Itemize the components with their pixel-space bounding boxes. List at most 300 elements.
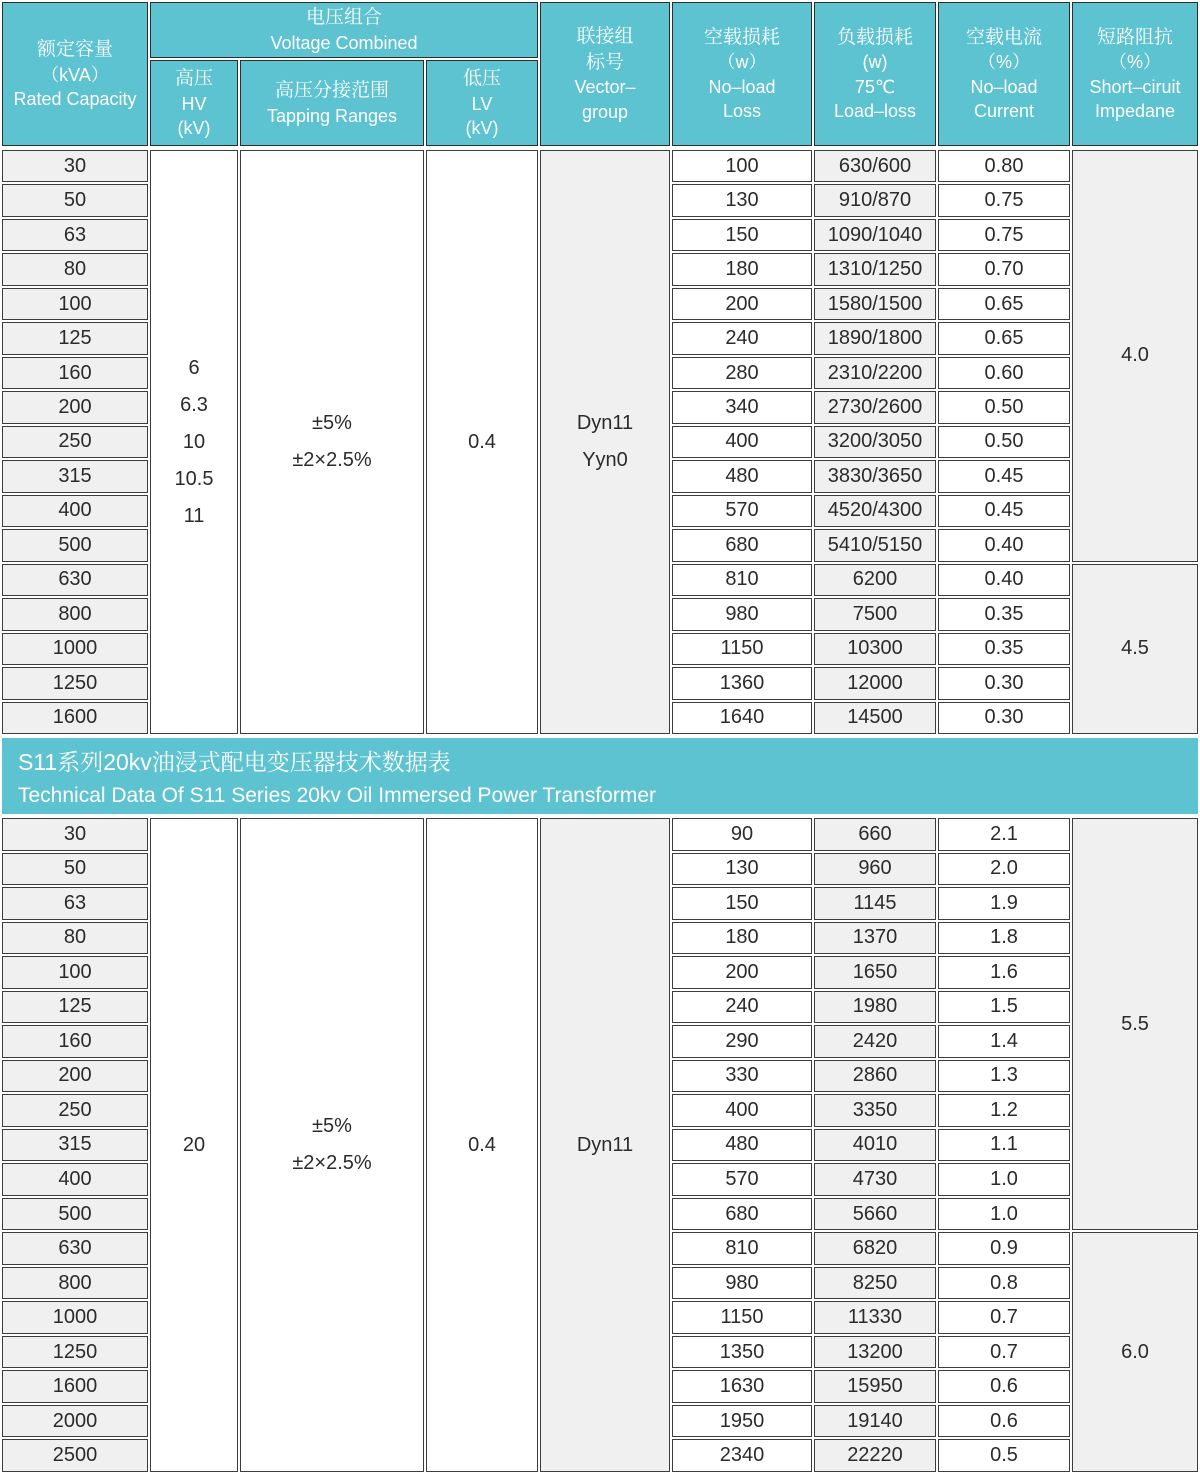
cell-line: 2310/2200: [827, 361, 923, 384]
header-line: Rated Capacity: [13, 88, 137, 109]
cell-noload-current: [938, 1060, 1070, 1093]
cell-rated-capacity: [2, 853, 148, 886]
cell-load-loss: [814, 598, 936, 630]
cell-line: ±2×2.5%: [292, 1152, 372, 1174]
cell-rated-capacity: [2, 667, 148, 699]
cell-lv-voltage: [426, 150, 538, 734]
cell-noload-current: [938, 564, 1070, 596]
cell-line: 0.80: [984, 154, 1024, 177]
cell-load-loss: [814, 1370, 936, 1403]
cell-line: 50: [63, 857, 87, 880]
cell-line: 1.5: [990, 995, 1018, 1018]
cell-line: 10300: [847, 637, 903, 660]
cell-line: 7500: [852, 602, 898, 625]
cell-noload-current: [938, 1370, 1070, 1403]
header-line: Loss: [722, 100, 762, 121]
cell-line: ±5%: [312, 412, 352, 434]
cell-noload-current: [938, 322, 1070, 354]
cell-rated-capacity: [2, 357, 148, 389]
cell-line: 11: [183, 504, 205, 527]
cell-load-loss: [814, 1267, 936, 1300]
cell-line: 0.7: [990, 1340, 1018, 1363]
cell-load-loss: [814, 288, 936, 320]
cell-load-loss: [814, 1336, 936, 1369]
cell-load-loss: [814, 1439, 936, 1472]
cell-line: 1310/1250: [827, 258, 923, 281]
cell-load-loss: [814, 991, 936, 1024]
cell-line: 0.30: [984, 706, 1024, 729]
col-header-noload-current: [938, 2, 1070, 146]
cell-line: 10.5: [174, 467, 214, 490]
cell-line: 1000: [52, 637, 98, 660]
cell-line: 980: [725, 1271, 759, 1294]
cell-load-loss: [814, 853, 936, 886]
cell-noload-loss: [672, 184, 812, 216]
cell-line: ±5%: [312, 1115, 352, 1137]
cell-line: 630: [58, 1237, 92, 1260]
cell-noload-loss: [672, 702, 812, 734]
cell-line: 200: [58, 1064, 92, 1087]
cell-noload-current: [938, 426, 1070, 458]
cell-rated-capacity: [2, 426, 148, 458]
cell-noload-current: [938, 184, 1070, 216]
cell-line: 12000: [847, 671, 903, 694]
cell-line: 100: [58, 292, 92, 315]
cell-line: 3350: [852, 1098, 898, 1121]
cell-noload-loss: [672, 288, 812, 320]
cell-rated-capacity: [2, 1370, 148, 1403]
cell-noload-loss: [672, 322, 812, 354]
cell-noload-loss: [672, 357, 812, 389]
cell-line: 680: [725, 1202, 759, 1225]
cell-line: 960: [858, 857, 892, 880]
header-line: 标号: [585, 51, 624, 73]
header-line: Load–loss: [833, 100, 917, 121]
header-line: HV: [181, 93, 207, 114]
cell-line: 14500: [847, 706, 903, 729]
cell-line: 910/870: [838, 189, 912, 212]
cell-line: 480: [725, 464, 759, 487]
header-line: Current: [973, 100, 1035, 121]
cell-line: 200: [58, 396, 92, 419]
col-header-voltage-combined: [150, 2, 538, 58]
cell-line: 80: [63, 258, 87, 281]
cell-noload-loss: [672, 529, 812, 561]
cell-noload-current: [938, 667, 1070, 699]
cell-noload-loss: [672, 818, 812, 851]
cell-line: 250: [58, 1098, 92, 1121]
cell-rated-capacity: [2, 391, 148, 423]
cell-hv-voltages: [150, 150, 238, 734]
cell-rated-capacity: [2, 956, 148, 989]
header-line: 短路阻抗: [1096, 26, 1173, 48]
cell-rated-capacity: [2, 150, 148, 182]
cell-line: 1250: [52, 671, 98, 694]
cell-line: 1950: [719, 1409, 765, 1432]
cell-load-loss: [814, 564, 936, 596]
cell-noload-loss: [672, 253, 812, 285]
header-line: 75℃: [854, 76, 896, 97]
cell-line: 125: [58, 995, 92, 1018]
header-line: 额定容量: [36, 38, 113, 60]
cell-line: 340: [725, 396, 759, 419]
cell-line: 630: [58, 568, 92, 591]
cell-line: 0.8: [990, 1271, 1018, 1294]
cell-noload-current: [938, 1232, 1070, 1265]
cell-noload-current: [938, 1163, 1070, 1196]
cell-load-loss: [814, 633, 936, 665]
header-line: Tapping Ranges: [266, 105, 398, 126]
cell-noload-loss: [672, 460, 812, 492]
cell-noload-current: [938, 1405, 1070, 1438]
cell-noload-current: [938, 1267, 1070, 1300]
cell-rated-capacity: [2, 322, 148, 354]
cell-noload-loss: [672, 1301, 812, 1334]
cell-line: 8250: [852, 1271, 898, 1294]
cell-rated-capacity: [2, 253, 148, 285]
cell-line: 80: [63, 926, 87, 949]
cell-noload-current: [938, 253, 1070, 285]
cell-rated-capacity: [2, 818, 148, 851]
cell-load-loss: [814, 357, 936, 389]
cell-line: 2860: [852, 1064, 898, 1087]
cell-line: 0.40: [984, 568, 1024, 591]
cell-noload-loss: [672, 1129, 812, 1162]
cell-noload-current: [938, 991, 1070, 1024]
cell-line: 200: [725, 960, 759, 983]
cell-line: 1090/1040: [827, 223, 923, 246]
cell-line: 0.65: [984, 327, 1024, 350]
cell-line: 63: [63, 891, 87, 914]
cell-noload-current: [938, 702, 1070, 734]
cell-rated-capacity: [2, 1439, 148, 1472]
cell-rated-capacity: [2, 564, 148, 596]
cell-line: 400: [725, 430, 759, 453]
cell-load-loss: [814, 1025, 936, 1058]
cell-vector-group: [540, 150, 670, 734]
cell-line: 1000: [52, 1306, 98, 1329]
cell-line: 2500: [52, 1444, 98, 1467]
cell-noload-current: [938, 1336, 1070, 1369]
cell-line: 0.6: [990, 1375, 1018, 1398]
col-header-noload-loss: [672, 2, 812, 146]
cell-line: 90: [730, 822, 754, 845]
cell-load-loss: [814, 1163, 936, 1196]
header-line: No–load: [970, 76, 1038, 97]
header-line: （%）: [977, 52, 1030, 73]
cell-noload-current: [938, 391, 1070, 423]
cell-noload-current: [938, 922, 1070, 955]
header-line: Short–ciruit: [1089, 76, 1181, 97]
cell-line: ±2×2.5%: [292, 449, 372, 471]
cell-rated-capacity: [2, 460, 148, 492]
cell-noload-current: [938, 495, 1070, 527]
cell-noload-current: [938, 598, 1070, 630]
cell-line: 180: [725, 258, 759, 281]
cell-noload-loss: [672, 1025, 812, 1058]
cell-line: Dyn11: [576, 1133, 634, 1156]
cell-line: 1.3: [990, 1064, 1018, 1087]
cell-line: 0.6: [990, 1409, 1018, 1432]
header-line: 低压: [462, 67, 501, 89]
cell-load-loss: [814, 1129, 936, 1162]
cell-rated-capacity: [2, 1336, 148, 1369]
cell-line: 4.5: [1121, 637, 1149, 660]
cell-rated-capacity: [2, 529, 148, 561]
cell-line: 680: [725, 533, 759, 556]
cell-line: 290: [725, 1029, 759, 1052]
cell-line: 630/600: [838, 154, 912, 177]
cell-short-circuit-impedance: [1072, 150, 1198, 562]
cell-noload-loss: [672, 1198, 812, 1231]
cell-noload-loss: [672, 1094, 812, 1127]
cell-line: 1.0: [990, 1202, 1018, 1225]
cell-load-loss: [814, 495, 936, 527]
cell-line: 0.9: [990, 1237, 1018, 1260]
header-line: 联接组: [576, 26, 634, 48]
cell-lv-voltage: [426, 818, 538, 1472]
cell-rated-capacity: [2, 1232, 148, 1265]
header-line: Vector–: [574, 77, 636, 98]
cell-line: 810: [725, 568, 759, 591]
banner-title-zh: S11系列20kv油浸式配电变压器技术数据表: [18, 749, 451, 775]
cell-line: 160: [58, 361, 92, 384]
cell-line: 1145: [853, 891, 897, 914]
header-line: （kVA）: [41, 64, 109, 85]
cell-rated-capacity: [2, 288, 148, 320]
section-banner-s11-20kv: [2, 738, 1198, 814]
cell-load-loss: [814, 956, 936, 989]
header-line: 高压: [174, 67, 213, 89]
cell-line: 10: [182, 430, 206, 453]
cell-noload-current: [938, 288, 1070, 320]
cell-rated-capacity: [2, 702, 148, 734]
cell-noload-loss: [672, 1267, 812, 1300]
cell-line: 22220: [847, 1444, 903, 1467]
cell-line: 2730/2600: [827, 396, 923, 419]
cell-line: 1350: [719, 1340, 765, 1363]
cell-line: 4.0: [1121, 344, 1149, 367]
cell-line: 19140: [847, 1409, 903, 1432]
header-line: No–load: [708, 76, 776, 97]
cell-line: 1600: [52, 1375, 98, 1398]
cell-line: 2420: [852, 1029, 898, 1052]
cell-rated-capacity: [2, 1405, 148, 1438]
col-header-short-circuit-impedance: [1072, 2, 1198, 146]
table-section-upper: [2, 150, 1198, 734]
cell-short-circuit-impedance: [1072, 818, 1198, 1230]
cell-line: 200: [725, 292, 759, 315]
cell-noload-loss: [672, 887, 812, 920]
cell-noload-loss: [672, 1370, 812, 1403]
cell-line: 150: [725, 223, 759, 246]
cell-line: 0.35: [984, 637, 1024, 660]
cell-vector-group: [540, 818, 670, 1472]
cell-line: 1150: [720, 637, 764, 660]
cell-rated-capacity: [2, 1267, 148, 1300]
cell-load-loss: [814, 1198, 936, 1231]
cell-load-loss: [814, 702, 936, 734]
cell-line: 480: [725, 1133, 759, 1156]
cell-line: 250: [58, 430, 92, 453]
cell-noload-current: [938, 1025, 1070, 1058]
cell-line: 0.35: [984, 602, 1024, 625]
cell-line: 660: [858, 822, 892, 845]
cell-line: 180: [725, 926, 759, 949]
cell-tapping-range: [240, 818, 424, 1472]
cell-line: 0.30: [984, 671, 1024, 694]
cell-line: 2340: [719, 1444, 765, 1467]
header-line: Voltage Combined: [270, 32, 418, 53]
cell-line: 1.1: [990, 1133, 1018, 1156]
cell-line: 1650: [852, 960, 898, 983]
cell-noload-loss: [672, 219, 812, 251]
cell-hv-voltages: [150, 818, 238, 1472]
cell-line: 3200/3050: [827, 430, 923, 453]
cell-noload-loss: [672, 1336, 812, 1369]
cell-line: 13200: [847, 1340, 903, 1363]
cell-noload-current: [938, 219, 1070, 251]
col-header-vector-group: [540, 2, 670, 146]
cell-line: 4010: [852, 1133, 898, 1156]
cell-rated-capacity: [2, 991, 148, 1024]
cell-noload-current: [938, 357, 1070, 389]
cell-line: 1640: [719, 706, 765, 729]
cell-load-loss: [814, 322, 936, 354]
cell-noload-current: [938, 460, 1070, 492]
header-line: 空载损耗: [703, 26, 780, 48]
cell-line: 2.0: [990, 857, 1018, 880]
cell-noload-current: [938, 853, 1070, 886]
cell-noload-loss: [672, 956, 812, 989]
cell-noload-current: [938, 633, 1070, 665]
cell-line: 1250: [52, 1340, 98, 1363]
cell-noload-loss: [672, 991, 812, 1024]
cell-line: 11330: [847, 1306, 903, 1329]
cell-noload-loss: [672, 564, 812, 596]
header-line: Impedane: [1094, 100, 1176, 121]
cell-noload-loss: [672, 853, 812, 886]
cell-noload-current: [938, 150, 1070, 182]
cell-line: 240: [725, 995, 759, 1018]
cell-load-loss: [814, 887, 936, 920]
cell-noload-current: [938, 1094, 1070, 1127]
cell-line: 150: [725, 891, 759, 914]
cell-line: 1.8: [990, 926, 1018, 949]
cell-line: 0.65: [984, 292, 1024, 315]
cell-noload-current: [938, 818, 1070, 851]
cell-line: 800: [58, 602, 92, 625]
cell-line: 5660: [852, 1202, 898, 1225]
cell-line: 570: [725, 499, 759, 522]
cell-load-loss: [814, 150, 936, 182]
cell-line: 980: [725, 602, 759, 625]
cell-line: 15950: [847, 1375, 903, 1398]
cell-line: 1.0: [990, 1168, 1018, 1191]
cell-line: 330: [725, 1064, 759, 1087]
header-line: （w）: [717, 52, 767, 73]
cell-line: 0.60: [984, 361, 1024, 384]
cell-rated-capacity: [2, 495, 148, 527]
cell-load-loss: [814, 253, 936, 285]
cell-line: 130: [725, 857, 759, 880]
cell-line: 400: [58, 499, 92, 522]
cell-line: 125: [58, 327, 92, 350]
cell-line: 4730: [852, 1168, 898, 1191]
cell-noload-loss: [672, 598, 812, 630]
cell-load-loss: [814, 1060, 936, 1093]
cell-line: 400: [725, 1098, 759, 1121]
cell-line: 30: [63, 822, 87, 845]
cell-line: 1150: [720, 1306, 764, 1329]
cell-line: 0.40: [984, 533, 1024, 556]
cell-line: 20: [182, 1133, 206, 1156]
cell-noload-loss: [672, 1060, 812, 1093]
cell-line: 50: [63, 189, 87, 212]
cell-line: 1.6: [990, 960, 1018, 983]
cell-load-loss: [814, 818, 936, 851]
cell-line: 100: [58, 960, 92, 983]
cell-rated-capacity: [2, 887, 148, 920]
col-header-tapping-ranges: [240, 60, 424, 146]
cell-noload-loss: [672, 633, 812, 665]
cell-load-loss: [814, 529, 936, 561]
cell-line: 0.4: [468, 1133, 496, 1156]
cell-line: 6.0: [1121, 1340, 1149, 1363]
cell-noload-current: [938, 529, 1070, 561]
cell-line: 1.9: [990, 891, 1018, 914]
cell-noload-loss: [672, 150, 812, 182]
cell-line: 6200: [852, 568, 898, 591]
cell-line: 160: [58, 1029, 92, 1052]
cell-rated-capacity: [2, 922, 148, 955]
cell-line: 0.45: [984, 464, 1024, 487]
cell-rated-capacity: [2, 598, 148, 630]
cell-line: 1580/1500: [827, 292, 923, 315]
cell-noload-loss: [672, 1439, 812, 1472]
cell-rated-capacity: [2, 633, 148, 665]
cell-rated-capacity: [2, 1025, 148, 1058]
cell-load-loss: [814, 1405, 936, 1438]
cell-noload-current: [938, 1198, 1070, 1231]
cell-noload-current: [938, 1439, 1070, 1472]
header-line: （%）: [1108, 52, 1161, 73]
cell-line: 0.45: [984, 499, 1024, 522]
cell-line: 1980: [852, 995, 898, 1018]
cell-line: 315: [58, 1133, 92, 1156]
cell-line: 1360: [719, 671, 765, 694]
cell-line: 3830/3650: [827, 464, 923, 487]
col-header-hv: [150, 60, 238, 146]
cell-line: 400: [58, 1168, 92, 1191]
cell-short-circuit-impedance: [1072, 564, 1198, 734]
cell-line: 1370: [852, 926, 898, 949]
cell-line: 0.70: [984, 258, 1024, 281]
cell-line: 570: [725, 1168, 759, 1191]
cell-noload-loss: [672, 1163, 812, 1196]
cell-rated-capacity: [2, 1129, 148, 1162]
header-line: LV: [471, 93, 493, 114]
cell-line: 500: [58, 533, 92, 556]
cell-noload-loss: [672, 667, 812, 699]
cell-line: 315: [58, 464, 92, 487]
table-header: [2, 2, 1198, 146]
cell-line: 0.75: [984, 223, 1024, 246]
cell-line: 2.1: [990, 822, 1018, 845]
cell-rated-capacity: [2, 1094, 148, 1127]
cell-load-loss: [814, 219, 936, 251]
cell-line: 500: [58, 1202, 92, 1225]
